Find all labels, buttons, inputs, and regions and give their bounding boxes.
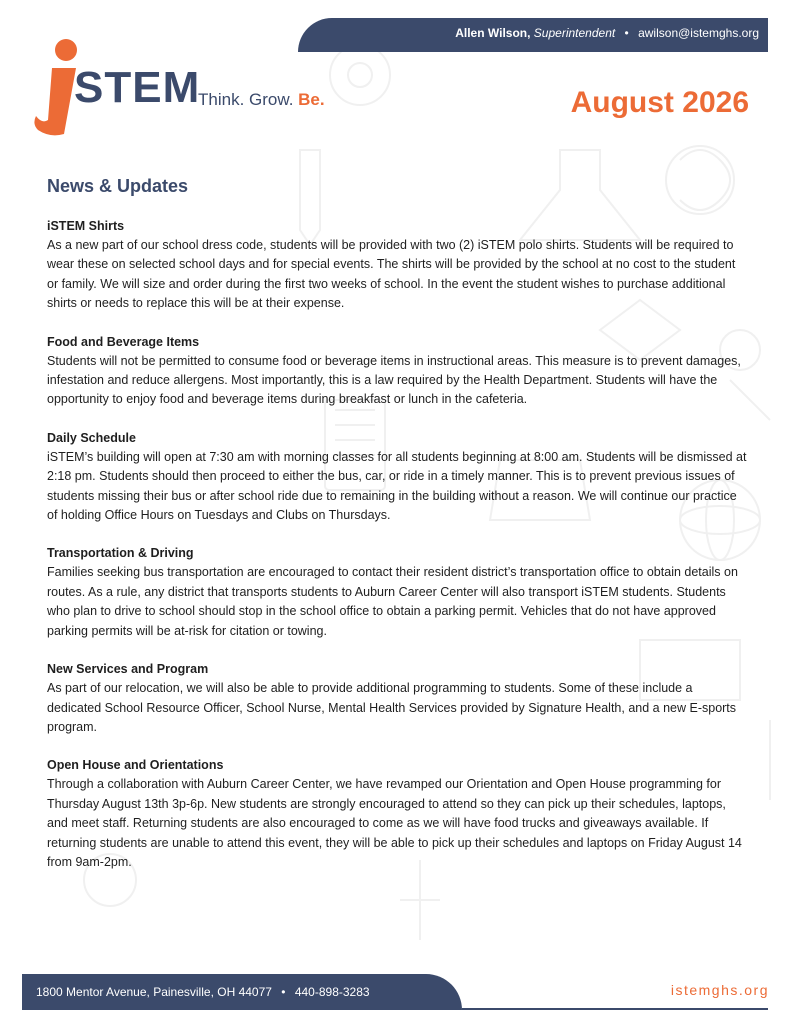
news-item-body: Students will not be permitted to consume food or beverage items in instructional areas. This measure is to prevent damages, infestation and reduce allergens. Most importantly, this is a law required by the Health Department. Students will have the opportunity to enjoy food and beverage items during breakfast or lunch in the cafeteria. — [47, 353, 741, 407]
school-phone[interactable]: 440-898-3283 — [294, 985, 370, 999]
logo-tagline — [198, 90, 325, 110]
news-item-body: iSTEM’s building will open at 7:30 am with morning classes for all students beginning at 8:00 am. Students will be dismissed at 2:18 pm. Students should then proceed to either the bus, car, or ride in a timely manner. This is to prevent previous issues of students missing their bus or after school ride due to remaining in the building without a reason. We will continue our practice of holding Office Hours on Tuesdays and Clubs on Thursdays. — [47, 449, 747, 523]
news-item-shirts — [47, 217, 747, 314]
news-item-title: Food and Beverage Items — [47, 334, 200, 349]
logo-wordmark: STEM — [74, 63, 201, 112]
newsletter-month: August 2026 — [570, 86, 749, 119]
news-item-transportation — [47, 544, 747, 641]
school-website-link[interactable]: istemghs.org — [670, 982, 769, 998]
news-item-food — [47, 333, 747, 410]
news-item-schedule — [47, 429, 747, 526]
news-item-services — [47, 660, 747, 737]
news-item-open-house — [47, 756, 747, 872]
footer-contact — [36, 985, 370, 999]
header-separator: • — [624, 26, 629, 40]
superintendent-name: Allen Wilson, — [455, 26, 531, 40]
news-item-title: Daily Schedule — [47, 430, 136, 445]
school-address: 1800 Mentor Avenue, Painesville, OH 44077 — [36, 985, 272, 999]
footer-separator: • — [281, 985, 286, 999]
news-item-body: Families seeking bus transportation are encouraged to contact their resident district’s transportation office to obtain details on routes. As a rule, any district that transports students to Auburn Career Center will also transport iSTEM students. Students who plan to drive to school should stop in the school office to obtain a parking permit. Vehicles that do not have approved parking permits will be at-risk for citation or towing. — [47, 565, 738, 638]
news-item-title: Transportation & Driving — [47, 546, 194, 561]
news-item-body: Through a collaboration with Auburn Career Center, we have revamped our Orientation and Open House programming for Thursday August 13th 3p-6p. New students are strongly encouraged to attend so they can pick up their schedules, laptops, and meet staff. Returning students are also encouraged to come as we will have food trucks and giveaways available. If returning students are unable to attend this event, they will be able to pick up their schedules and laptops on Friday August 14 from 9am-2pm. — [47, 777, 742, 869]
tagline-text: Think. Grow. — [198, 90, 294, 109]
superintendent-role: Superintendent — [533, 26, 616, 40]
tagline-be: Be. — [298, 90, 325, 109]
news-item-title: New Services and Program — [47, 662, 209, 677]
header-contact — [455, 26, 759, 40]
section-title: News & Updates — [47, 176, 189, 196]
footer-divider — [462, 1008, 768, 1010]
news-item-body: As a new part of our school dress code, students will be provided with two (2) iSTEM polo shirts. Students will be required to wear these on selected school days and for special events. The shirts will be provided by the school at no cost to the student or family. We will size and order during the first two weeks of school. In the event the student wishes to purchase additional shirts or needs to replace this will be at their expense. — [47, 238, 736, 311]
news-item-body: As part of our relocation, we will also be able to provide additional programming to students. Some of these include a dedicated School Resource Officer, School Nurse, Mental Health Services provided by Signature Health, and a new E-sports program. — [47, 681, 737, 734]
news-item-title: Open House and Orientations — [47, 758, 224, 773]
news-item-title: iSTEM Shirts — [47, 219, 125, 233]
newsletter-content — [47, 176, 747, 891]
superintendent-email[interactable]: awilson@istemghs.org — [638, 26, 759, 40]
